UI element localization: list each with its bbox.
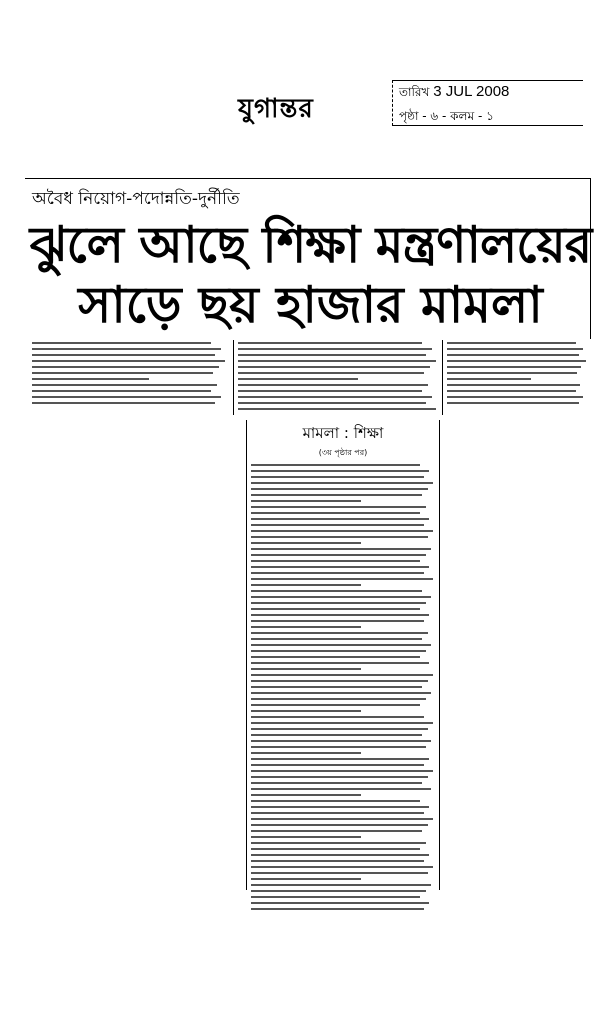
- text-line: [251, 512, 420, 514]
- text-line: [251, 818, 433, 820]
- text-line: [447, 402, 579, 404]
- text-line: [238, 402, 426, 404]
- text-line: [447, 348, 583, 350]
- text-line: [238, 390, 422, 392]
- text-line: [251, 842, 426, 844]
- text-line: [251, 530, 433, 532]
- date-label: তারিখ: [399, 85, 430, 99]
- text-line: [251, 476, 424, 478]
- text-line: [447, 396, 583, 398]
- text-line: [251, 482, 433, 484]
- text-line: [251, 698, 426, 700]
- headline-line-2: সাড়ে ছয় হাজার মামলা: [78, 276, 543, 334]
- continuation-column: [246, 420, 440, 890]
- article-kicker: অবৈধ নিয়োগ-পদোন্নতি-দুর্নীতি: [32, 189, 240, 209]
- text-line: [238, 396, 432, 398]
- text-line: [251, 470, 429, 472]
- text-line: [251, 674, 433, 676]
- text-line: [251, 584, 361, 586]
- text-line: [251, 896, 420, 898]
- text-line: [32, 396, 221, 398]
- text-line: [251, 464, 420, 466]
- text-line: [251, 854, 429, 856]
- text-line: [32, 366, 219, 368]
- text-line: [251, 626, 361, 628]
- text-line: [251, 734, 422, 736]
- continuation-body: [247, 464, 439, 910]
- text-line: [251, 836, 361, 838]
- text-line: [238, 366, 430, 368]
- text-line: [447, 384, 580, 386]
- text-line: [251, 866, 433, 868]
- text-line: [251, 782, 422, 784]
- body-column-3: [447, 342, 587, 408]
- text-line: [447, 390, 576, 392]
- text-line: [238, 378, 358, 380]
- text-line: [447, 342, 576, 344]
- text-line: [251, 824, 428, 826]
- text-line: [251, 578, 433, 580]
- text-line: [251, 560, 420, 562]
- text-line: [447, 360, 586, 362]
- text-line: [251, 632, 428, 634]
- text-line: [251, 860, 424, 862]
- text-line: [251, 542, 361, 544]
- text-line: [238, 348, 432, 350]
- text-line: [447, 366, 581, 368]
- body-column-1: [32, 342, 227, 408]
- text-line: [251, 644, 431, 646]
- text-line: [32, 360, 225, 362]
- text-line: [251, 554, 426, 556]
- headline-line-1: ঝুলে আছে শিক্ষা মন্ত্রণালয়ের: [29, 216, 592, 274]
- date-value: 3 JUL 2008: [433, 83, 510, 100]
- text-line: [251, 710, 361, 712]
- text-line: [251, 812, 424, 814]
- text-line: [251, 758, 429, 760]
- continuation-note: (৩য় পৃষ্ঠার পর): [318, 448, 368, 457]
- text-line: [251, 830, 422, 832]
- text-line: [251, 764, 424, 766]
- text-line: [32, 402, 215, 404]
- text-line: [32, 390, 211, 392]
- text-line: [238, 342, 422, 344]
- text-line: [251, 692, 431, 694]
- text-line: [251, 668, 361, 670]
- text-line: [251, 620, 424, 622]
- text-line: [251, 722, 433, 724]
- text-line: [251, 506, 426, 508]
- text-line: [251, 884, 431, 886]
- text-line: [251, 794, 361, 796]
- text-line: [251, 650, 426, 652]
- newspaper-masthead: যুগান্তর: [238, 94, 314, 124]
- text-line: [251, 872, 428, 874]
- text-line: [251, 608, 420, 610]
- column-divider: [442, 340, 443, 415]
- text-line: [447, 354, 579, 356]
- text-line: [238, 360, 436, 362]
- text-line: [32, 384, 217, 386]
- text-line: [251, 494, 422, 496]
- text-line: [251, 740, 431, 742]
- text-line: [251, 704, 420, 706]
- text-line: [251, 524, 424, 526]
- text-line: [251, 536, 428, 538]
- text-line: [251, 566, 429, 568]
- text-line: [251, 572, 424, 574]
- text-line: [251, 902, 429, 904]
- text-line: [238, 372, 424, 374]
- text-line: [32, 378, 149, 380]
- text-line: [251, 596, 431, 598]
- text-line: [251, 788, 431, 790]
- text-line: [251, 500, 361, 502]
- text-line: [251, 686, 422, 688]
- text-line: [251, 890, 426, 892]
- text-line: [251, 638, 422, 640]
- text-line: [238, 354, 426, 356]
- text-line: [251, 746, 426, 748]
- text-line: [251, 878, 361, 880]
- text-line: [251, 770, 433, 772]
- text-line: [32, 348, 221, 350]
- text-line: [251, 488, 428, 490]
- date-stamp: [392, 80, 583, 126]
- body-column-2: [238, 342, 438, 414]
- text-line: [251, 590, 422, 592]
- text-line: [251, 662, 429, 664]
- text-line: [251, 908, 424, 910]
- text-line: [251, 716, 424, 718]
- text-line: [251, 806, 429, 808]
- text-line: [251, 752, 361, 754]
- text-line: [251, 776, 428, 778]
- column-divider: [233, 340, 234, 415]
- text-line: [32, 372, 213, 374]
- text-line: [251, 800, 420, 802]
- text-line: [238, 384, 428, 386]
- text-line: [447, 372, 577, 374]
- text-line: [251, 656, 420, 658]
- text-line: [251, 728, 428, 730]
- text-line: [238, 408, 436, 410]
- text-line: [447, 378, 531, 380]
- text-line: [251, 602, 426, 604]
- text-line: [251, 548, 431, 550]
- text-line: [251, 518, 429, 520]
- text-line: [251, 848, 420, 850]
- text-line: [251, 680, 428, 682]
- text-line: [251, 614, 429, 616]
- continuation-title: মামলা : শিক্ষা: [302, 424, 384, 442]
- text-line: [32, 354, 215, 356]
- page-column-line: পৃষ্ঠা - ৬ - কলম - ১: [399, 109, 494, 123]
- text-line: [32, 342, 211, 344]
